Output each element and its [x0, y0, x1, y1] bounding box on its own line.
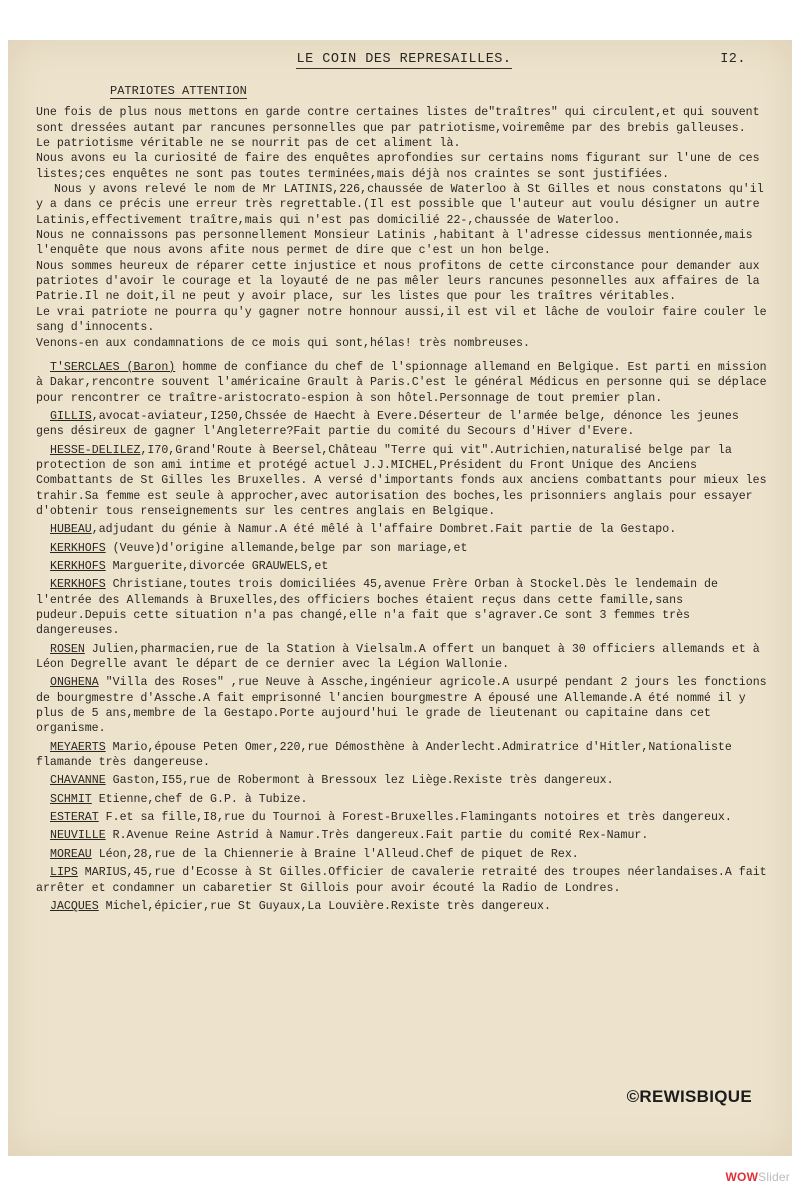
list-item	[36, 577, 772, 638]
entry-text: Marguerite,divorcée GRAUWELS,et	[105, 559, 329, 573]
entry-text: R.Avenue Reine Astrid à Namur.Très dangereux.Fait partie du comité Rex-Namur.	[105, 829, 649, 843]
list-item	[36, 865, 772, 896]
entry-name: MEYAERTS	[50, 740, 106, 754]
page-header	[36, 48, 772, 78]
list-item	[36, 792, 772, 807]
page-title: LE COIN DES REPRESAILLES.	[296, 52, 511, 69]
entry-name: ROSEN	[50, 642, 85, 656]
intro-paragraph: Nous y avons relevé le nom de Mr LATINIS,226,chaussée de Waterloo à St Gilles et nous constatons qu'il y a dans ce précis une erreur très regrettable.(Il est possible que l'auteur aut voulu désigner un autre Latinis,effectivement traître,mais qui n'est pas domicilié 22-,chaussée de Waterloo.	[36, 183, 764, 227]
entry-text: homme de confiance du chef de l'spionnage allemand en Belgique. Est parti en mission à Dakar,rencontre souvent l'américaine Grault à Paris.C'est le général Médicus en personne qui se déplace pour rencontrer ce traître-aristocrato-espion à son hôtel.Personnage de tout premier plan.	[36, 360, 767, 405]
entry-text: Gaston,I55,rue de Robermont à Bressoux lez Liège.Rexiste très dangereux.	[105, 774, 614, 788]
entry-name: SCHMIT	[50, 792, 92, 806]
entry-name: KERKHOFS	[50, 578, 106, 592]
document-page	[8, 40, 792, 1156]
list-item	[36, 899, 772, 914]
entry-text: (Veuve)d'origine allemande,belge par son mariage,et	[105, 541, 468, 555]
intro-paragraph: Une fois de plus nous mettons en garde contre certaines listes de"traîtres" qui circulent,et qui souvent sont dressées autant par rancunes personnelles que par patriotisme,voiremême par des brebis galleuses.	[36, 106, 760, 135]
list-item	[36, 409, 772, 440]
section-heading	[110, 84, 772, 99]
page-number: I2.	[720, 52, 746, 67]
entry-text: F.et sa fille,I8,rue du Tournoi à Forest-Bruxelles.Flamingants notoires et très dangereux.	[98, 811, 732, 825]
intro-section	[36, 105, 772, 351]
list-item	[36, 522, 772, 537]
intro-paragraph: Nous avons eu la curiosité de faire des enquêtes aprofondies sur certains noms figurant sur l'une de ces listes;ces enquêtes ne sont pas toutes terminées,mais déjà nos craintes se sont justifiées.	[36, 152, 760, 181]
section-divider	[36, 351, 772, 357]
entry-name: LIPS	[50, 866, 78, 880]
intro-paragraph: Nous sommes heureux de réparer cette injustice et nous profitons de cette circonstance pour demander aux patriotes d'avoir le courage et la loyauté de ne pas mêler leurs rancunes pesonnelles aux affaires de la Patrie.Il ne doit,il ne peut y avoir place, sur les listes que pour les traîtres véritables.	[36, 259, 760, 304]
entry-text: Mario,épouse Peten Omer,220,rue Démosthène à Anderlecht.Admiratrice d'Hitler,Nationaliste flamande très dangereuse.	[36, 740, 732, 770]
slider-watermark	[726, 1170, 790, 1184]
intro-paragraph: Le patriotisme véritable ne se nourrit pas de cet aliment là.	[36, 137, 461, 151]
list-item	[36, 443, 772, 520]
entry-name: GILLIS	[50, 409, 92, 423]
watermark-rest: Slider	[758, 1170, 790, 1184]
entry-name: T'SERCLAES (Baron)	[50, 360, 176, 374]
intro-paragraph: Le vrai patriote ne pourra qu'y gagner notre honnour aussi,il est vil et lâche de vouloir faire couler le sang d'innocents.	[36, 305, 767, 335]
entry-name: ONGHENA	[50, 676, 99, 690]
watermark-brand: WOW	[725, 1170, 759, 1184]
entry-text: Etienne,chef de G.P. à Tubize.	[91, 792, 308, 806]
entry-name: HUBEAU	[50, 523, 92, 537]
entry-text: Michel,épicier,rue St Guyaux,La Louvière.Rexiste très dangereux.	[98, 899, 551, 913]
entry-name: MOREAU	[50, 847, 92, 861]
entry-text: ,I70,Grand'Route à Beersel,Château "Terre qui vit".Autrichien,naturalisé belge par la protection de son ami intime et protégé actuel J.J.MICHEL,Président du Front Unique des Anciens Combattants de St Gilles les Bruxelles. A versé d'importants fonds aux anciens combattants pour mieux les trahir.Sa femme est seule à approcher,avec autorisation des boches,les prisonniers anglais pour essayer d'obtenir tous renseignements sur les centres anglais en Belgique.	[36, 443, 767, 518]
typed-sheet	[36, 48, 772, 1118]
entry-text: MARIUS,45,rue d'Ecosse à St Gilles.Officier de cavalerie retraité des troupes néerlandaises.A fait arrêter et condamner un cabaretier St Gillois pour avoir écouté la Radio de Londres.	[36, 866, 767, 895]
entry-name: KERKHOFS	[50, 541, 106, 555]
list-item	[36, 847, 772, 862]
condemnations-list	[36, 360, 772, 914]
entry-name: NEUVILLE	[50, 829, 106, 843]
list-item	[36, 541, 772, 556]
entry-text: ,adjudant du génie à Namur.A été mêlé à l'affaire Dombret.Fait partie de la Gestapo.	[91, 523, 677, 537]
entry-name: ESTERAT	[50, 811, 99, 825]
entry-name: KERKHOFS	[50, 559, 106, 573]
list-item	[36, 675, 772, 736]
list-item	[36, 828, 772, 843]
intro-paragraph: Venons-en aux condamnations de ce mois qui sont,hélas! très nombreuses.	[36, 336, 530, 350]
list-item	[36, 773, 772, 788]
list-item	[36, 642, 772, 673]
entry-text: Christiane,toutes trois domiciliées 45,avenue Frère Orban à Stockel.Dès le lendemain de l'entrée des Allemands à Bruxelles,des officiers boches étaient reçus dans cette famille,sans pudeur.Depuis cette situation n'a pas changé,elle n'a fait que s'agraver.Ce sont 3 femmes très dangereuses.	[36, 578, 718, 638]
intro-paragraph: Nous ne connaissons pas personnellement Monsieur Latinis ,habitant à l'adresse cidessus mentionnée,mais l'enquête que nous avons afite nous permet de dire que c'est un hon belge.	[36, 229, 753, 258]
entry-text: Julien,pharmacien,rue de la Station à Vielsalm.A offert un banquet à 30 officiers allemands et à Léon Degrelle avant le départ de ce dernier avec la Légion Wallonie.	[36, 642, 760, 672]
list-item	[36, 559, 772, 574]
entry-text: ,avocat-aviateur,I250,Chssée de Haecht à Evere.Déserteur de l'armée belge, dénonce les jeunes gens désireux de gagner l'Angleterre?Fait partie du comité du Secours d'Hiver d'Evere.	[36, 409, 739, 439]
entry-text: Léon,28,rue de la Chiennerie à Braine l'Alleud.Chef de piquet de Rex.	[91, 847, 579, 861]
list-item	[36, 360, 772, 406]
entry-name: JACQUES	[50, 899, 99, 913]
list-item	[36, 810, 772, 825]
copyright-mark: ©REWISBIQUE	[626, 1086, 752, 1106]
entry-name: HESSE-DELILEZ	[50, 443, 141, 457]
list-item	[36, 740, 772, 771]
section-heading-text: PATRIOTES ATTENTION	[110, 84, 247, 98]
entry-text: "Villa des Roses" ,rue Neuve à Assche,ingénieur agricole.A usurpé pendant 2 jours les fonctions de bourgmestre d'Assche.A fait emprisonné l'ancien bourgmestre A épousé une Allemande.A été nommé il y plus de 5 ans,membre de la Gestapo.Porte aujourd'hui le grade de lieutenant ou capitaine dans cet organisme.	[36, 676, 767, 736]
entry-name: CHAVANNE	[50, 774, 106, 788]
